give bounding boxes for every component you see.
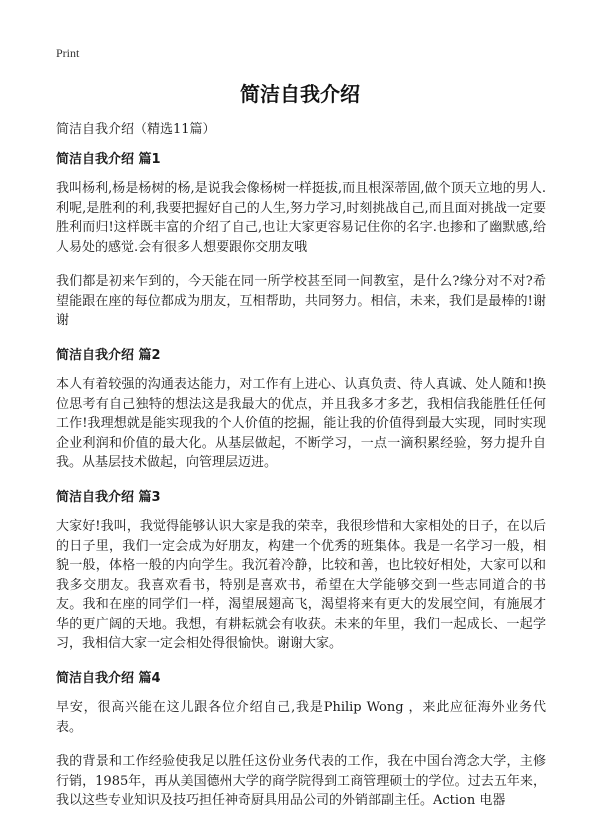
paragraph: 本人有着较强的沟通表达能力，对工作有上进心、认真负责、待人真诚、处人随和!换位思考有自己独特的想法这是我最大的优点，并且我多才多艺，我相信我能胜任任何工作!我理想就是能实现我的个人价值的挖掘，能让我的价值得到最大实现，同时实现企业利润和价值的最大化。从基层做起，不断学习，一点一滴积累经验，努力提升自我。从基层技术做起，向管理层迈进。 [56, 377, 546, 470]
print-link[interactable]: Print [56, 46, 80, 60]
paragraph: 我叫杨利,杨是杨树的杨,是说我会像杨树一样挺拔,而且根深蒂固,做个顶天立地的男人.利呢,是胜利的利,我要把握好自己的人生,努力学习,时刻挑战自己,而且面对挑战一定要胜利而归!这样既丰富的介绍了自己,也让大家更容易记住你的名字.也掺和了幽默感,给人易处的感觉.会有很多人想要跟你交朋友哦 [56, 181, 546, 255]
section-1 [56, 150, 546, 331]
section-2 [56, 346, 546, 473]
section-heading: 简洁自我介绍 篇2 [56, 347, 161, 363]
paragraph: 我的背景和工作经验使我足以胜任这份业务代表的工作，我在中国台湾念大学，主修行销，1985年，再从美国德州大学的商学院得到工商管理硕士的学位。过去五年来，我以这些专业知识及技巧担任神奇厨具用品公司的外销部副主任。Action 电器 [56, 754, 546, 808]
paragraph: 早安，很高兴能在这儿跟各位介绍自己,我是Philip Wong ，来此应征海外业务代表。 [56, 700, 546, 735]
section-heading: 简洁自我介绍 篇1 [56, 151, 161, 167]
page-title: 简洁自我介绍 [240, 82, 360, 106]
section-4 [56, 669, 546, 811]
paragraph: 大家好!我叫，我觉得能够认识大家是我的荣幸，我很珍惜和大家相处的日子，在以后的日子里，我们一定会成为好朋友，构建一个优秀的班集体。我是一名学习一般，相貌一般，体格一般的内向学生。我沉着冷静，比较和善，也比较好相处，大家可以和我多交朋友。我喜欢看书，特别是喜欢书，希望在大学能够交到一些志同道合的书友。我和在座的同学们一样，渴望展翅高飞，渴望将来有更大的发展空间，有施展才华的更广阔的天地。我想，有耕耘就会有收获。未来的年里，我们一起成长、一起学习，我相信大家一定会相处得很愉快。谢谢大家。 [56, 519, 546, 651]
document-body [56, 120, 546, 826]
section-heading: 简洁自我介绍 篇3 [56, 489, 161, 505]
section-3 [56, 488, 546, 654]
document-subtitle: 简洁自我介绍（精选11篇） [56, 122, 216, 137]
paragraph: 我们都是初来乍到的，今天能在同一所学校甚至同一间教室，是什么?缘分对不对?希望能跟在座的每位都成为朋友，互相帮助，共同努力。相信，未来，我们是最棒的!谢谢 [56, 274, 546, 328]
section-heading: 简洁自我介绍 篇4 [56, 670, 161, 686]
